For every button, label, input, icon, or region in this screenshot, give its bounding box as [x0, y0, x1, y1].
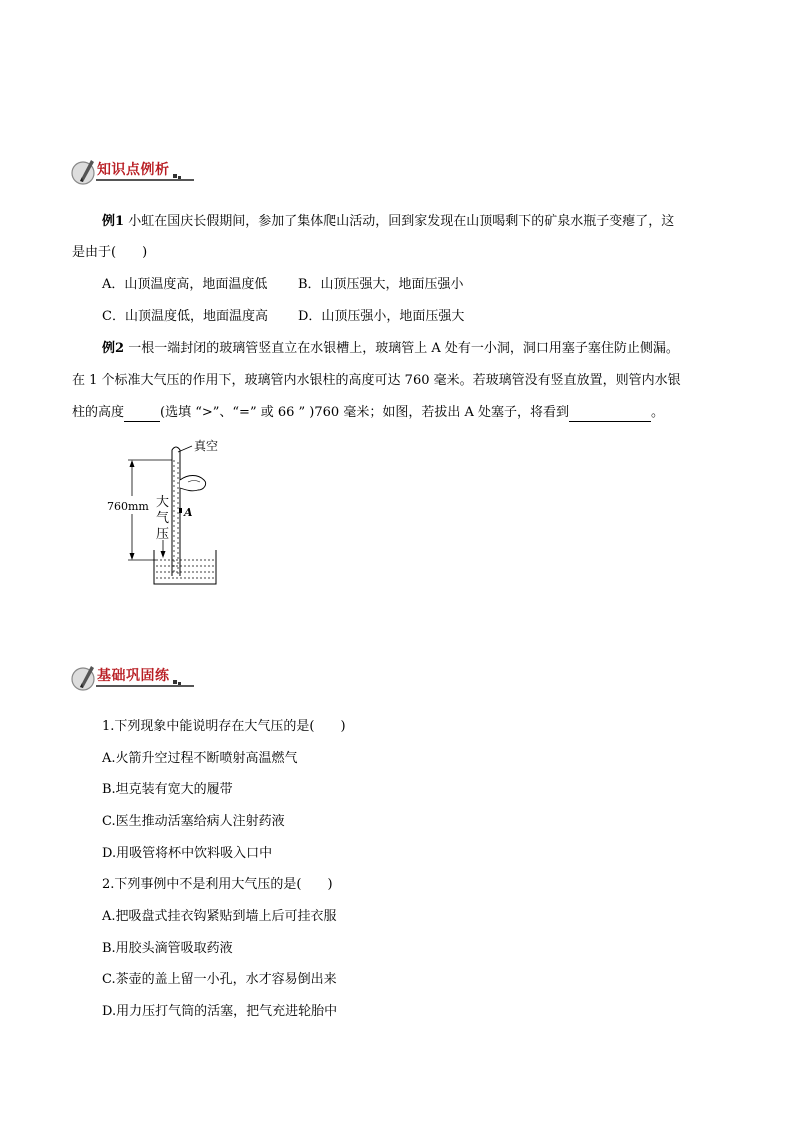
example1-option-a: A．山顶温度高，地面温度低 [102, 277, 268, 292]
decor-square [178, 682, 181, 685]
section-header-basic [70, 662, 194, 692]
decor-square [178, 176, 181, 179]
section-title: 知识点例析 [97, 162, 170, 178]
vacuum-label: 真空 [194, 439, 219, 453]
pressure-label-1: 大 [156, 495, 170, 510]
mercury-column [174, 460, 178, 574]
question-2-option-d: D.用力压打气筒的活塞，把气充进轮胎中 [102, 1004, 338, 1019]
question-1-option-b: B.坦克装有宽大的履带 [102, 782, 233, 797]
example1-stem: 小虹在国庆长假期间，参加了集体爬山活动，回到家发现在山顶喝剩下的矿泉水瓶子变瘪了，这 [128, 214, 675, 229]
example2-line3 [72, 404, 664, 422]
example2-line2: 在 1 个标准大气压的作用下，玻璃管内水银柱的高度可达 760 毫米。若玻璃管没有竖直放置，则管内水银 [72, 373, 681, 388]
example2-text: 一根一端封闭的玻璃管竖直立在水银槽上，玻璃管上 A 处有一小洞，洞口用塞子塞住防止侧漏。 [128, 341, 679, 356]
pen-circle-icon [70, 156, 98, 186]
point-a-label: A [184, 506, 193, 519]
question-2-option-a: A.把吸盘式挂衣钩紧贴到墙上后可挂衣服 [102, 909, 337, 924]
header-underline [96, 685, 194, 687]
question-2-option-b: B.用胶头滴管吸取药液 [102, 941, 233, 956]
answer-blank-2[interactable] [569, 407, 651, 422]
example1-option-b: B．山顶压强大，地面压强小 [298, 277, 464, 292]
example2-line3-b: (选填 “>”、“=” 或 66 ” )760 毫米；如图，若拔出 A 处塞子，将看到 [160, 405, 569, 420]
example1-option-d: D．山顶压强小，地面压强大 [298, 309, 465, 324]
header-underline [96, 179, 194, 181]
example1-line2: 是由于( ) [72, 245, 148, 260]
pen-circle-icon [70, 662, 98, 692]
glass-tube [172, 447, 180, 576]
example2-line3-a: 柱的高度 [72, 405, 125, 420]
decor-square [173, 174, 177, 178]
barometer-diagram [104, 436, 234, 590]
example2-line3-c: 。 [650, 405, 664, 420]
pressure-label-2: 气 [156, 511, 170, 526]
pressure-label-3: 压 [156, 527, 170, 542]
question-1-stem: 1.下列现象中能说明存在大气压的是( ) [102, 719, 346, 734]
hand-icon [180, 476, 206, 491]
decor-square [173, 680, 177, 684]
question-1-option-c: C.医生推动活塞给病人注射药液 [102, 814, 285, 829]
question-1-option-d: D.用吸管将杯中饮料吸入口中 [102, 846, 273, 861]
example1-line1 [102, 213, 674, 231]
section-header-knowledge [70, 156, 194, 186]
example2-label: 例2 [102, 341, 125, 356]
example2-line1 [102, 340, 679, 358]
question-2-stem: 2.下列事例中不是利用大气压的是( ) [102, 877, 333, 892]
mercury-tray-liquid [156, 560, 214, 578]
answer-blank-1[interactable] [124, 407, 160, 422]
question-1-option-a: A.火箭升空过程不断喷射高温燃气 [102, 751, 298, 766]
question-2-option-c: C.茶壶的盖上留一小孔，水才容易倒出来 [102, 972, 337, 987]
example1-option-c: C．山顶温度低，地面温度高 [102, 309, 268, 324]
section-title: 基础巩固练 [97, 668, 170, 684]
example1-label: 例1 [102, 214, 125, 229]
height-label: 760mm [107, 500, 149, 513]
